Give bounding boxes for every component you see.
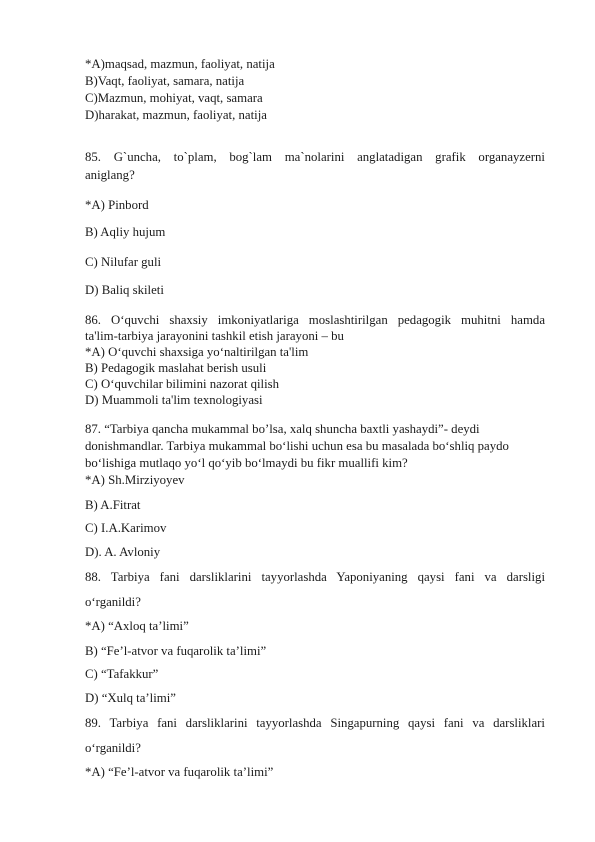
q88-question-line1: 88. Tarbiya fani darsliklarini tayyorlashda Yaponiyaning qaysi fani va darsligi <box>85 570 545 584</box>
q85-question-line1: 85. G`uncha, to`plam, bog`lam ma`nolarini anglatadigan grafik organayzerni <box>85 150 545 164</box>
q86-option-a: *A) O‘quvchi shaxsiga yo‘naltirilgan ta'lim <box>85 345 309 359</box>
q85-option-c: C) Nilufar guli <box>85 255 162 269</box>
q84-option-c: C)Mazmun, mohiyat, vaqt, samara <box>85 91 263 105</box>
q89-question-line2: o‘rganildi? <box>85 741 141 755</box>
q86-question-line2: ta'lim-tarbiya jarayonini tashkil etish jarayoni – bu <box>85 329 344 343</box>
q86-option-b: B) Pedagogik maslahat berish usuli <box>85 361 267 375</box>
q89-question-line1: 89. Tarbiya fani darsliklarini tayyorlashda Singapurning qaysi fani va darsliklari <box>85 716 545 730</box>
q88-question-line2: o‘rganildi? <box>85 595 141 609</box>
q88-option-b: B) “Fe’l-atvor va fuqarolik ta’limi” <box>85 644 267 658</box>
q86-question-line1: 86. O‘quvchi shaxsiy imkoniyatlariga moslashtirilgan pedagogik muhitni hamda <box>85 313 545 327</box>
q84-option-a: *A)maqsad, mazmun, faoliyat, natija <box>85 57 275 71</box>
q88-option-d: D) “Xulq ta’limi” <box>85 691 176 705</box>
q88-option-c: C) “Tafakkur” <box>85 667 159 681</box>
q87-option-d: D). A. Avloniy <box>85 545 161 559</box>
q87-option-c: C) I.A.Karimov <box>85 521 167 535</box>
q89-option-a: *A) “Fe’l-atvor va fuqarolik ta’limi” <box>85 765 274 779</box>
q84-option-b: B)Vaqt, faoliyat, samara, natija <box>85 74 245 88</box>
q85-option-d: D) Baliq skileti <box>85 283 164 297</box>
q84-option-d: D)harakat, mazmun, faoliyat, natija <box>85 108 267 122</box>
q87-option-b: B) A.Fitrat <box>85 498 141 512</box>
q86-option-c: C) O‘quvchilar bilimini nazorat qilish <box>85 377 280 391</box>
q85-question-line2: aniglang? <box>85 168 135 182</box>
q88-option-a: *A) “Axloq ta’limi” <box>85 619 189 633</box>
q87-option-a: *A) Sh.Mirziyoyev <box>85 473 185 487</box>
q87-question-line3: bo‘lishiga mutlaqo yo‘l qo‘yib bo‘lmaydi bu fikr muallifi kim? <box>85 456 408 470</box>
q87-question-line2: donishmandlar. Tarbiya mukammal bo‘lishi uchun esa bu masalada bo‘shliq paydo <box>85 439 509 453</box>
q87-question-line1: 87. “Tarbiya qancha mukammal bo’lsa, xalq shuncha baxtli yashaydi”- deydi <box>85 422 480 436</box>
q85-option-b: B) Aqliy hujum <box>85 225 166 239</box>
q85-option-a: *A) Pinbord <box>85 198 149 212</box>
q86-option-d: D) Muammoli ta'lim texnologiyasi <box>85 393 263 407</box>
